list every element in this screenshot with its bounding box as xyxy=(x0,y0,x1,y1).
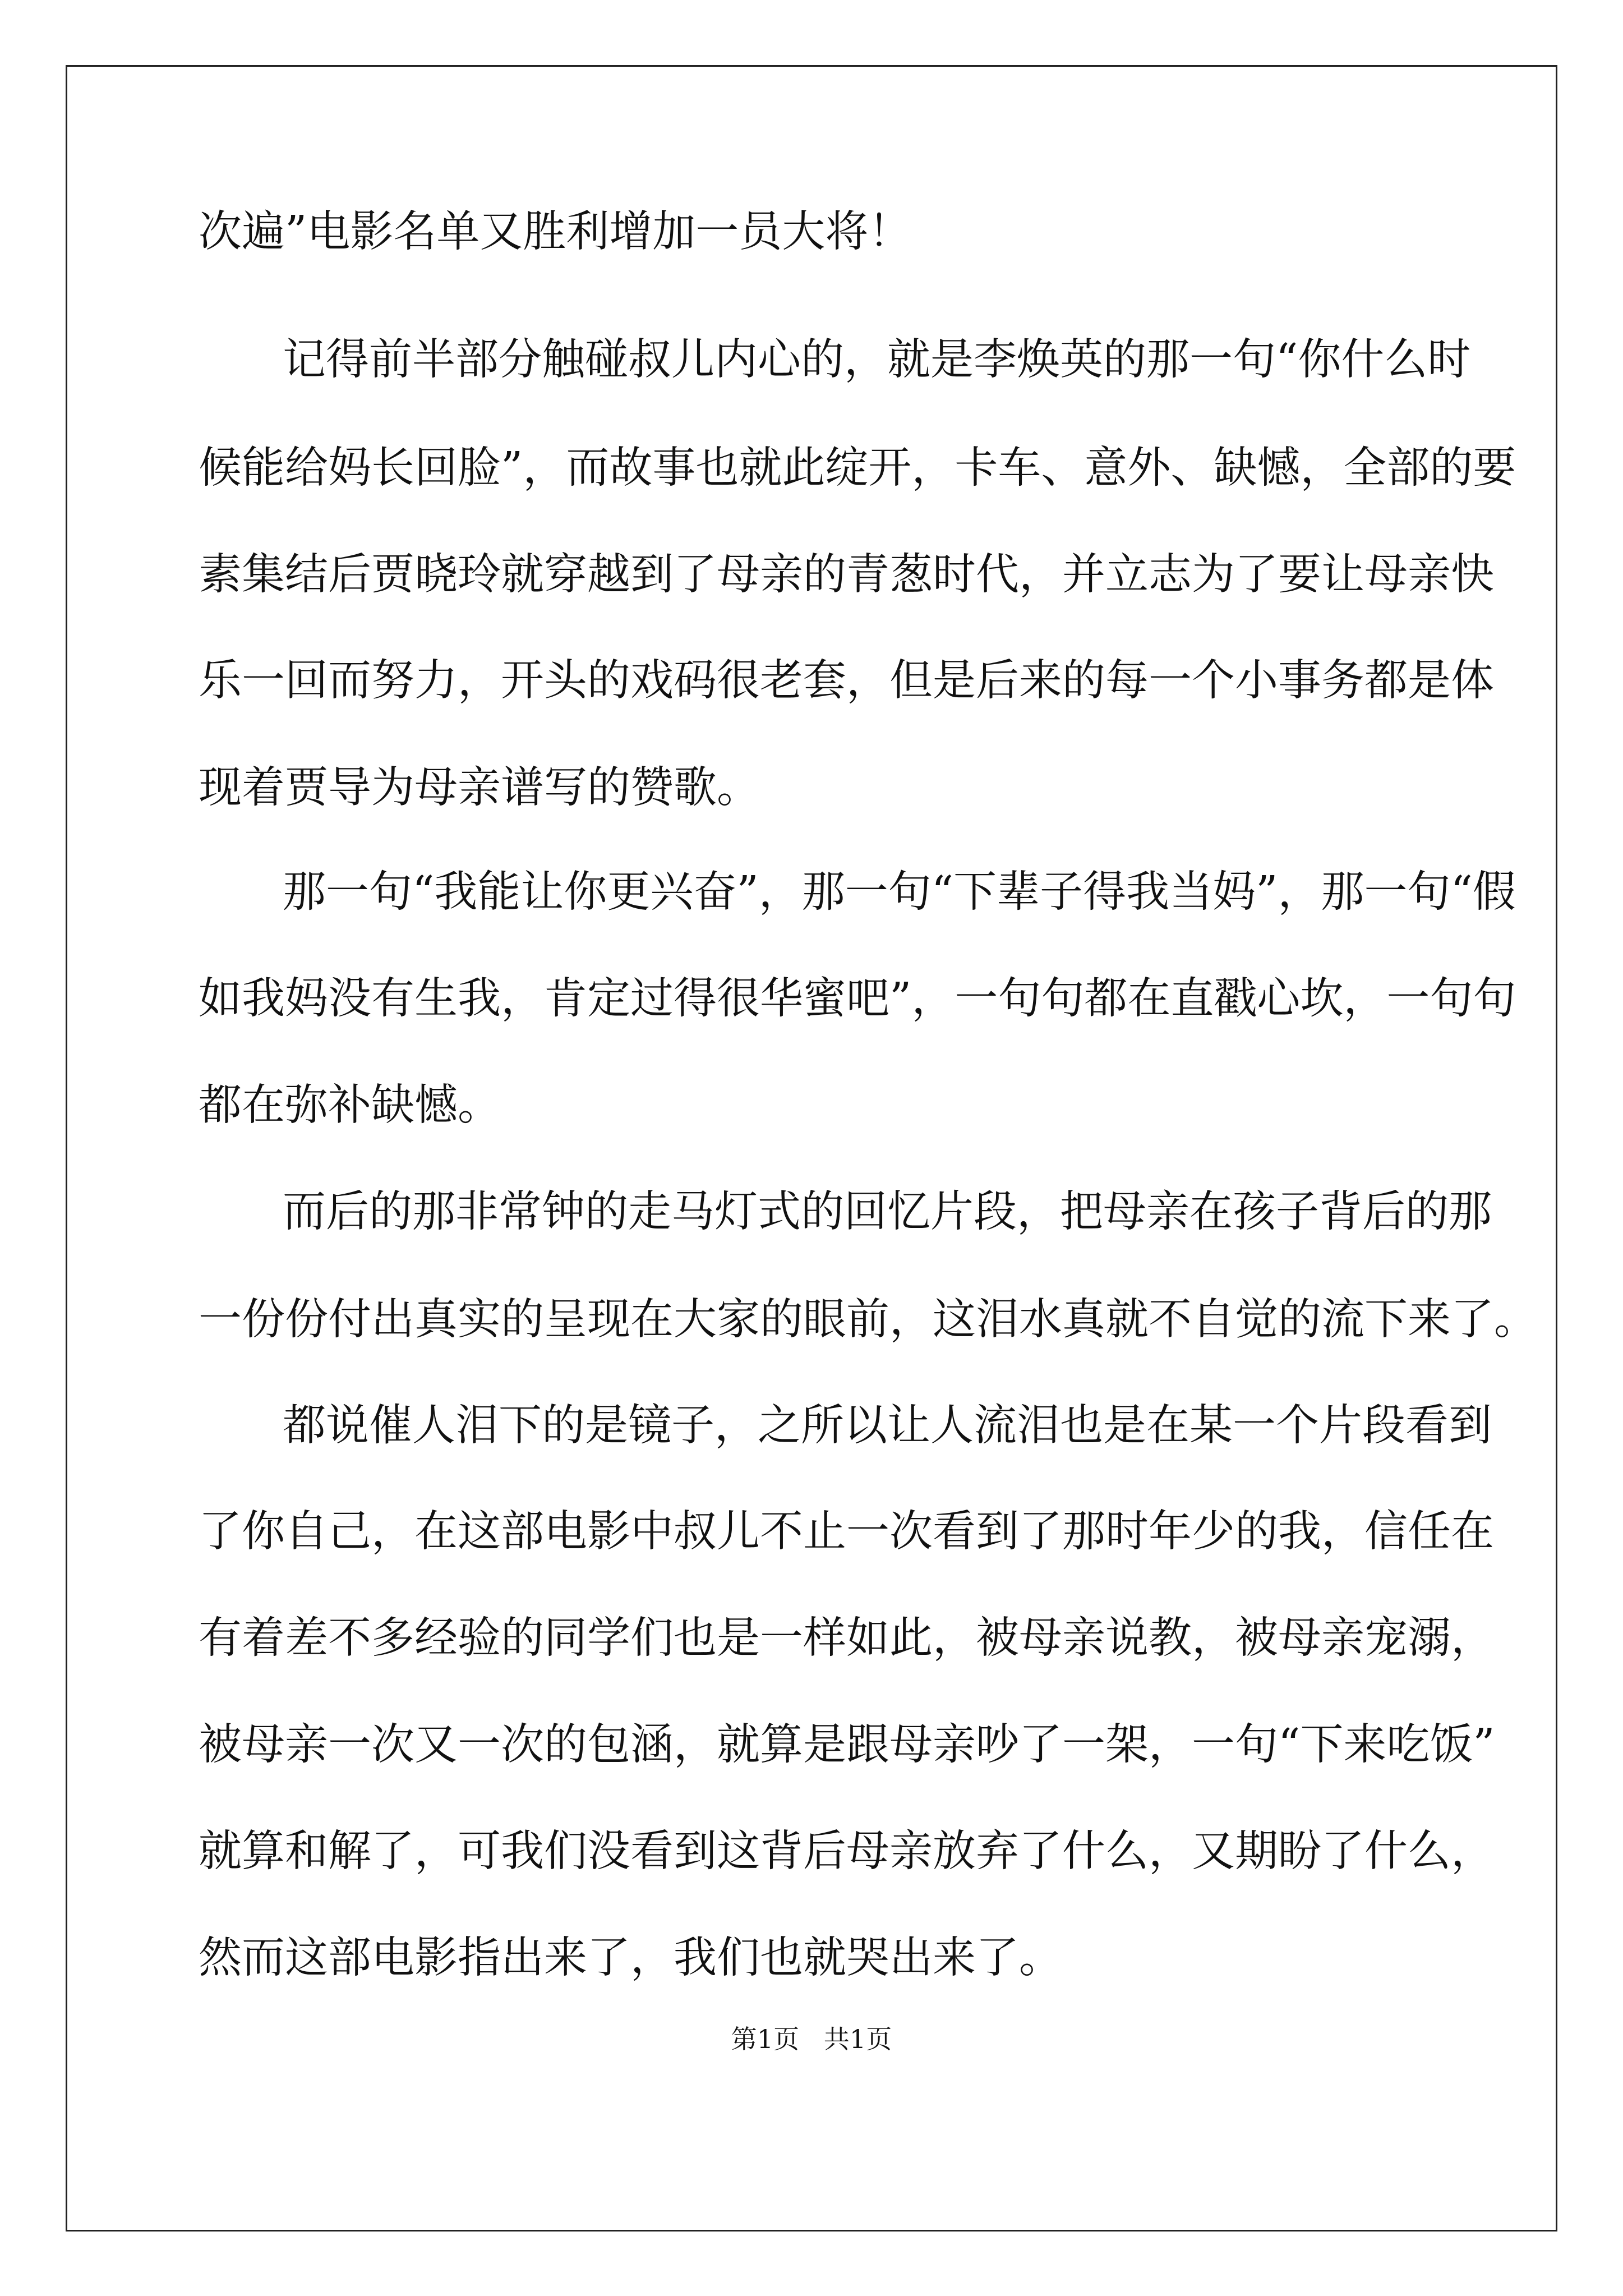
text-line: 被母亲一次又一次的包涵，就算是跟母亲吵了一架，一句“下来吃饭” xyxy=(199,1720,1495,1770)
text-line: 然而这部电影指出来了，我们也就哭出来了。 xyxy=(199,1933,1062,1983)
text-line: 一份份付出真实的呈现在大家的眼前，这泪水真就不自觉的流下来了。 xyxy=(199,1295,1537,1345)
text-line: 次遍”电影名单又胜利增加一员大将！ xyxy=(199,207,912,257)
text-line: 都说催人泪下的是镜子，之所以让人流泪也是在某一个片段看到 xyxy=(283,1401,1492,1451)
text-line: 都在弥补缺憾。 xyxy=(199,1080,501,1130)
text-line: 记得前半部分触碰叔儿内心的，就是李焕英的那一句“你什么时 xyxy=(283,335,1471,385)
text-line: 如我妈没有生我，肯定过得很华蜜吧”，一句句都在直戳心坎，一句句 xyxy=(199,974,1516,1024)
text-line: 就算和解了，可我们没看到这背后母亲放弃了什么，又期盼了什么， xyxy=(199,1826,1494,1876)
page-number-footer: 第1页 共1页 xyxy=(731,2024,892,2054)
text-line: 乐一回而努力，开头的戏码很老套，但是后来的每一个小事务都是体 xyxy=(199,656,1494,706)
text-line: 有着差不多经验的同学们也是一样如此，被母亲说教，被母亲宠溺， xyxy=(199,1613,1494,1663)
text-line: 了你自己，在这部电影中叔儿不止一次看到了那时年少的我，信任在 xyxy=(199,1507,1494,1557)
text-line: 现着贾导为母亲谱写的赞歌。 xyxy=(199,763,760,813)
text-line: 候能给妈长回脸”，而故事也就此绽开，卡车、意外、缺憾，全部的要 xyxy=(199,443,1516,493)
text-line: 素集结后贾晓玲就穿越到了母亲的青葱时代，并立志为了要让母亲快 xyxy=(199,550,1494,600)
text-line: 那一句“我能让你更兴奋”，那一句“下辈子得我当妈”，那一句“假 xyxy=(283,867,1516,917)
page-border xyxy=(66,65,1557,2231)
text-line: 而后的那非常钟的走马灯式的回忆片段，把母亲在孩子背后的那 xyxy=(283,1187,1492,1237)
